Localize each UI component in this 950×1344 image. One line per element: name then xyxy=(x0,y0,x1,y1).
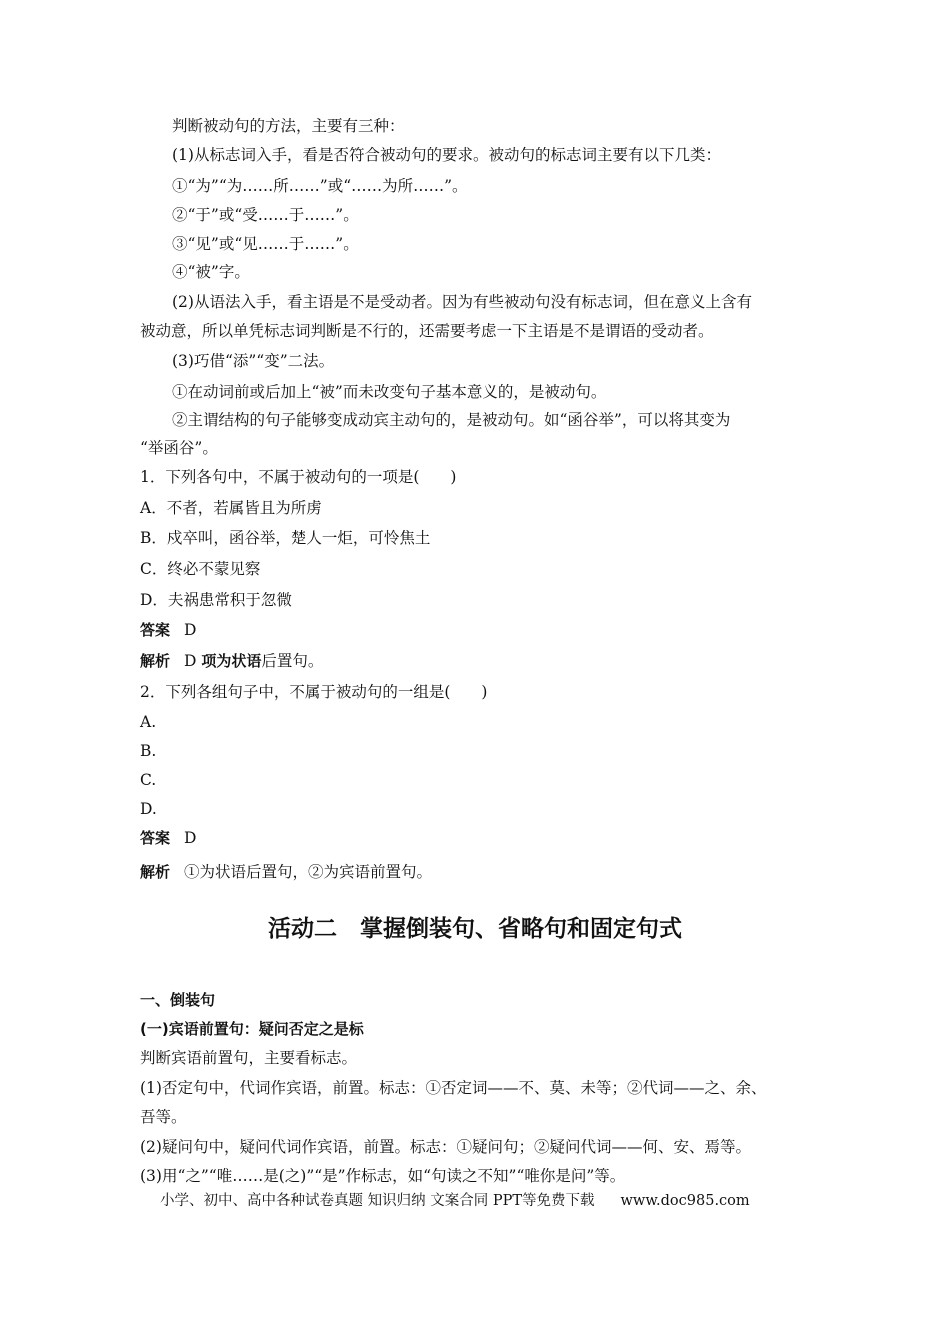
intro-text: 判断被动句的方法，主要有三种： xyxy=(172,117,405,135)
analysis-text: ①为状语后置句，②为宾语前置句。 xyxy=(184,863,433,881)
question-2-stem: 2．下列各组句子中，不属于被动句的一组是( ) xyxy=(140,683,488,701)
method-2-line-2: 被动意，所以单凭标志词判断是不行的，还需要考虑一下主语是不是谓语的受动者。 xyxy=(140,322,714,340)
question-2-option-a: A. xyxy=(140,713,157,731)
marker-3: ③“见”或“见……于……”。 xyxy=(172,235,359,253)
method-1: (1)从标志词入手，看是否符合被动句的要求。被动句的标志词主要有以下几类： xyxy=(172,146,721,164)
question-2-option-c: C. xyxy=(140,771,157,789)
method-3: (3)巧借“添”“变”二法。 xyxy=(172,352,335,370)
answer-label: 答案 xyxy=(140,829,171,847)
marker-2: ②“于”或“受……于……”。 xyxy=(172,206,359,224)
analysis-text-c: 后置句。 xyxy=(261,652,324,670)
subheading-inversion: 一、倒装句 xyxy=(140,991,216,1009)
question-1-analysis xyxy=(140,651,830,671)
question-1-option-c: C．终必不蒙见察 xyxy=(140,560,261,578)
paragraph-2-line-2: 吾等。 xyxy=(140,1108,187,1126)
analysis-label: 解析 xyxy=(140,652,171,670)
method-3-b-line-1: ②主谓结构的句子能够变成动宾主动句的，是被动句。如“函谷举”，可以将其变为 xyxy=(172,411,731,429)
question-1-option-a: A．不者，若属皆且为所虏 xyxy=(140,499,322,517)
question-1-answer xyxy=(140,620,830,640)
paragraph-3: (2)疑问句中，疑问代词作宾语，前置。标志：①疑问句；②疑问代词——何、安、焉等。 xyxy=(140,1138,751,1156)
question-1-stem: 1．下列各句中，不属于被动句的一项是( ) xyxy=(140,468,457,486)
subheading-object-preposition: (一)宾语前置句：疑问否定之是标 xyxy=(140,1020,364,1038)
question-1-option-d: D．夫祸患常积于忽微 xyxy=(140,591,292,609)
paragraph-2-line-1: (1)否定句中，代词作宾语，前置。标志：①否定词——不、莫、未等；②代词——之、余、 xyxy=(140,1079,767,1097)
question-2-option-d: D. xyxy=(140,800,157,818)
answer-label: 答案 xyxy=(140,621,171,639)
footer-url[interactable]: www.doc985.com xyxy=(620,1193,750,1209)
analysis-label: 解析 xyxy=(140,863,171,881)
paragraph-4: (3)用“之”“唯……是(之)”“是”作标志，如“句读之不知”“唯你是问”等。 xyxy=(140,1167,626,1185)
method-3-a: ①在动词前或后加上“被”而未改变句子基本意义的，是被动句。 xyxy=(172,383,607,401)
analysis-text-a: D xyxy=(184,652,197,670)
question-2-answer xyxy=(140,828,830,848)
method-2-line-1: (2)从语法入手，看主语是不是受动者。因为有些被动句没有标志词，但在意义上含有 xyxy=(172,293,752,311)
page-footer xyxy=(160,1191,840,1211)
answer-value: D xyxy=(184,829,197,847)
section-title: 活动二 掌握倒装句、省略句和固定句式 xyxy=(268,916,682,942)
analysis-text-b: 项为状语 xyxy=(201,652,262,670)
answer-value: D xyxy=(184,621,197,639)
paragraph-1: 判断宾语前置句，主要看标志。 xyxy=(140,1049,358,1067)
footer-text: 小学、初中、高中各种试卷真题 知识归纳 文案合同 PPT等免费下载 xyxy=(160,1193,595,1209)
method-3-b-line-2: “举函谷”。 xyxy=(140,439,218,457)
marker-1: ①“为”“为……所……”或“……为所……”。 xyxy=(172,177,468,195)
marker-4: ④“被”字。 xyxy=(172,263,250,281)
question-1-option-b: B．戍卒叫，函谷举，楚人一炬，可怜焦土 xyxy=(140,529,431,547)
question-2-analysis xyxy=(140,862,830,882)
question-2-option-b: B. xyxy=(140,742,157,760)
